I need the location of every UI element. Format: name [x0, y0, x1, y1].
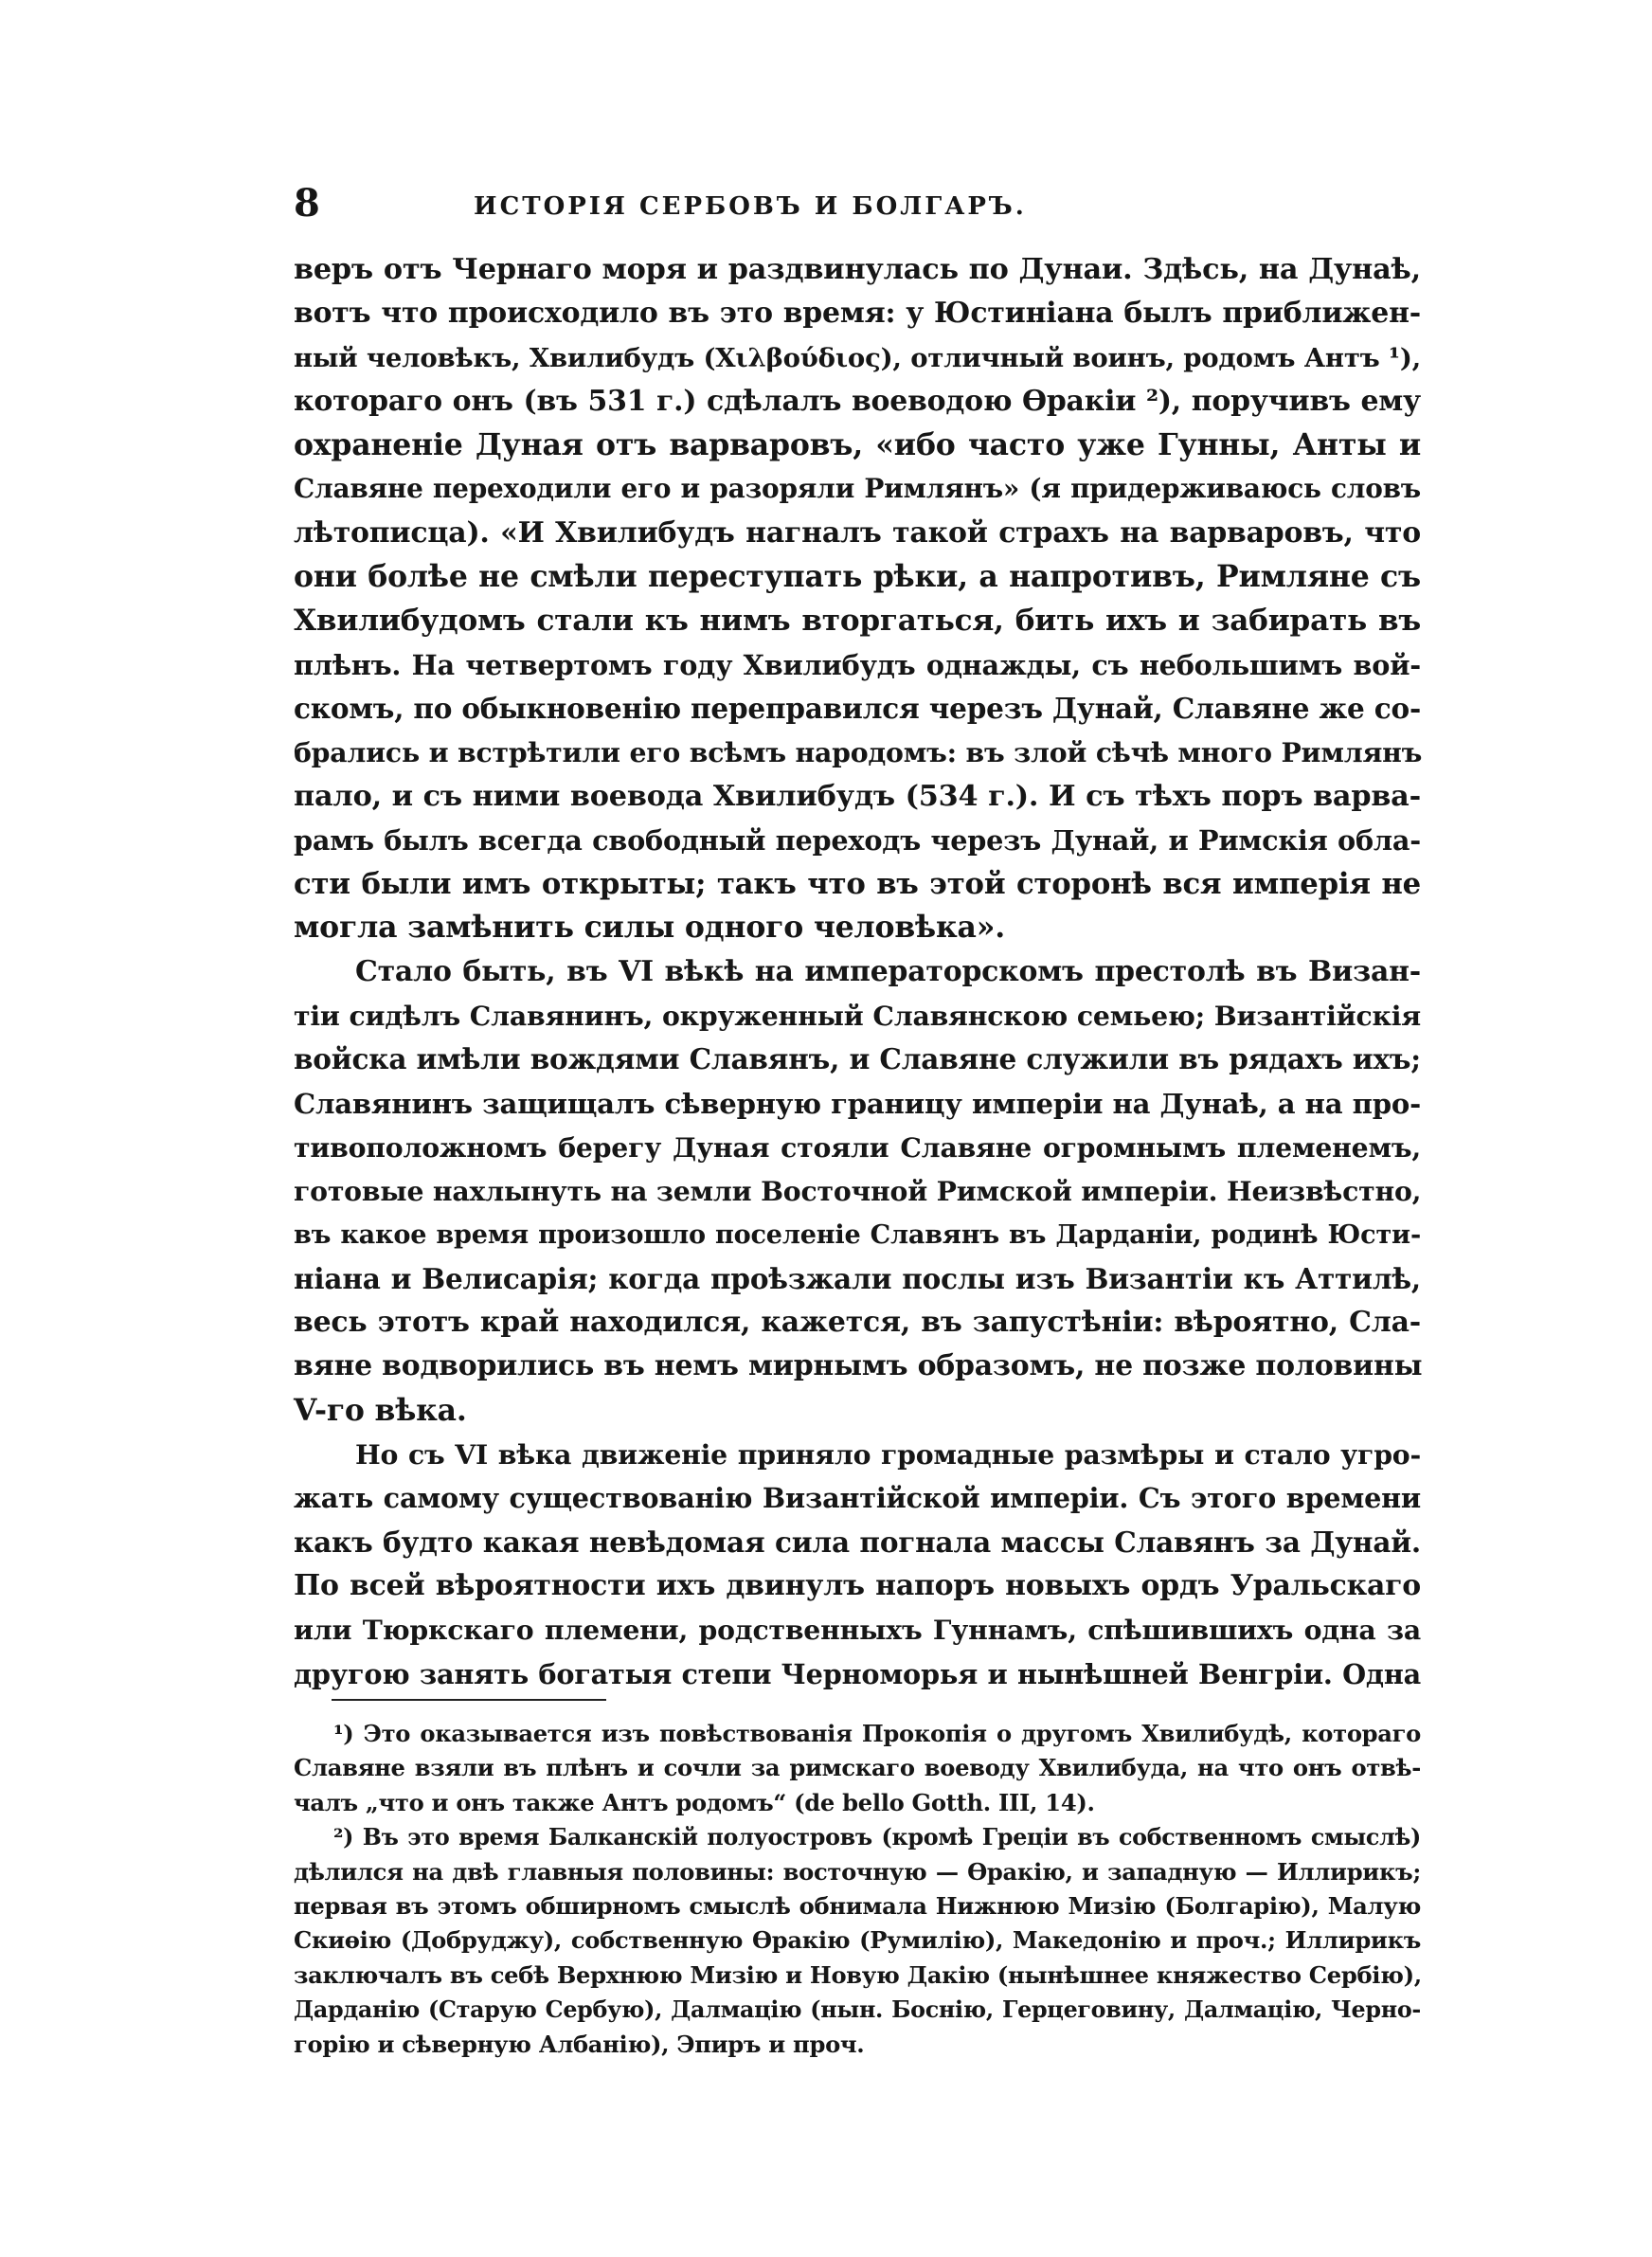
text-line: брались и встрѣтили его всѣмъ народомъ: въ злой сѣчѣ много Римлянъ — [294, 736, 1423, 769]
page-number: 8 — [294, 181, 320, 226]
text-line: сти были имъ открыты; такъ что въ этой сторонѣ вся имперія не — [294, 867, 1421, 902]
text-line: другою занять богатыя степи Черноморья и нынѣшней Венгріи. Одна — [294, 1657, 1421, 1690]
text-line: тивоположномъ берегу Дуная стояли Славяне огромнымъ племенемъ, — [294, 1130, 1421, 1164]
text-line: вяне водворились въ немъ мирнымъ образомъ, не позже половины — [294, 1349, 1423, 1383]
text-line: пало, и съ ними воевода Хвилибудъ (534 г.). И съ тѣхъ поръ варва- — [294, 779, 1421, 813]
footnote-line: заключалъ въ себѣ Верхнюю Мизію и Новую Дакію (нынѣшнее княжество Сербію), — [294, 1960, 1422, 1989]
text-line: Стало быть, въ VI вѣкѣ на императорскомъ престолѣ въ Визан- — [355, 954, 1421, 988]
page-header — [294, 180, 1421, 227]
footnote-line: чалъ „что и онъ также Антъ родомъ“ (de bello Gotth. III, 14). — [294, 1788, 1095, 1816]
footnote-line: ²) Въ это время Балканскій полуостровъ (кромѣ Греціи въ собственномъ смыслѣ) — [333, 1824, 1421, 1851]
text-line: войска имѣли вождями Славянъ, и Славяне служили въ рядахъ ихъ; — [294, 1042, 1421, 1076]
text-line: весь этотъ край находился, кажется, въ запустѣніи: вѣроятно, Сла- — [294, 1306, 1421, 1340]
footnote-line: Скиөію (Добруджу), собственную Өракію (Румилію), Македонію и проч.; Иллирикъ — [294, 1926, 1421, 1955]
footnote-line: ¹) Это оказывается изъ повѣствованія Прокопія о другомъ Хвилибудѣ, котораго — [333, 1720, 1421, 1747]
text-line: скомъ, по обыкновенію переправился черезъ Дунай, Славяне же со- — [294, 691, 1421, 725]
footnote-line: Дарданію (Старую Сербую), Далмацію (нын. Боснію, Герцеговину, Далмацію, Черно- — [294, 1996, 1421, 2024]
text-line: они болѣе не смѣли переступать рѣки, а напротивъ, Римляне съ — [294, 559, 1421, 595]
text-line: ный человѣкъ, Хвилибудъ (Χιλβούδιος), отличный воинъ, родомъ Антъ ¹), — [294, 342, 1421, 373]
text-line: какъ будто какая невѣдомая сила погнала массы Славянъ за Дунай. — [294, 1525, 1421, 1559]
text-line: лѣтописца). «И Хвилибудъ нагналъ такой страхъ на варваровъ, что — [294, 515, 1421, 550]
text-line: V-го вѣка. — [294, 1392, 467, 1428]
text-line: По всей вѣроятности ихъ двинулъ напоръ новыхъ ордъ Уральскаго — [294, 1568, 1421, 1602]
text-line: жать самому существованію Византійской имперіи. Съ этого времени — [294, 1482, 1421, 1515]
footnote-line: Славяне взяли въ плѣнъ и сочли за римскаго воеводу Хвилибуда, на что онъ отвѣ- — [294, 1754, 1421, 1782]
text-line: ніана и Велисарія; когда проѣзжали послы изъ Византіи къ Аттилѣ, — [294, 1261, 1421, 1295]
footnotes — [294, 1717, 1421, 2062]
footnote-line: горію и сѣверную Албанію), Эпиръ и проч. — [294, 2030, 865, 2058]
text-line: Но съ VI вѣка движеніе приняло громадные размѣры и стало угро- — [355, 1438, 1421, 1472]
footnote-divider — [332, 1699, 606, 1701]
text-line: или Тюркскаго племени, родственныхъ Гуннамъ, спѣшившихъ одна за — [294, 1614, 1421, 1647]
text-line: охраненіе Дуная отъ варваровъ, «ибо часто уже Гунны, Анты и — [294, 427, 1421, 463]
text-line: Славяне переходили его и разоряли Римлянъ» (я придерживаюсь словъ — [294, 473, 1421, 505]
text-line: Славянинъ защищалъ сѣверную границу имперіи на Дунаѣ, а на про- — [294, 1087, 1421, 1120]
text-line: въ какое время произошло поселеніе Славянъ въ Дарданіи, родинѣ Юсти- — [294, 1219, 1421, 1250]
text-line: готовые нахлынуть на земли Восточной Римской имперіи. Неизвѣстно, — [294, 1175, 1422, 1208]
running-title: ИСТОРІЯ СЕРБОВЪ И БОЛГАРЪ. — [474, 192, 1027, 221]
text-line: рамъ былъ всегда свободный переходъ черезъ Дунай, и Римскія обла- — [294, 823, 1421, 857]
text-line: тіи сидѣлъ Славянинъ, окруженный Славянскою семьею; Византійскія — [294, 1000, 1421, 1033]
text-line: Хвилибудомъ стали къ нимъ вторгаться, бить ихъ и забирать въ — [294, 604, 1421, 639]
text-line: могла замѣнить силы одного человѣка». — [294, 910, 1005, 946]
text-line: вотъ что происходило въ это время: у Юстиніана былъ приближен- — [294, 297, 1421, 331]
text-line: веръ отъ Чернаго моря и раздвинулась по Дунаи. Здѣсь, на Дунаѣ, — [294, 253, 1421, 286]
footnote-line: дѣлился на двѣ главныя половины: восточную — Өракію, и западную — Иллирикъ; — [294, 1857, 1421, 1886]
footnote-line: первая въ этомъ обширномъ смыслѣ обнимала Нижнюю Мизію (Болгарію), Малую — [294, 1891, 1421, 1920]
text-line: котораго онъ (въ 531 г.) сдѣлалъ воеводою Өракіи ²), поручивъ ему — [294, 384, 1421, 418]
main-text — [294, 248, 1421, 1696]
text-line: плѣнъ. На четвертомъ году Хвилибудъ однажды, съ небольшимъ вой- — [294, 648, 1421, 681]
